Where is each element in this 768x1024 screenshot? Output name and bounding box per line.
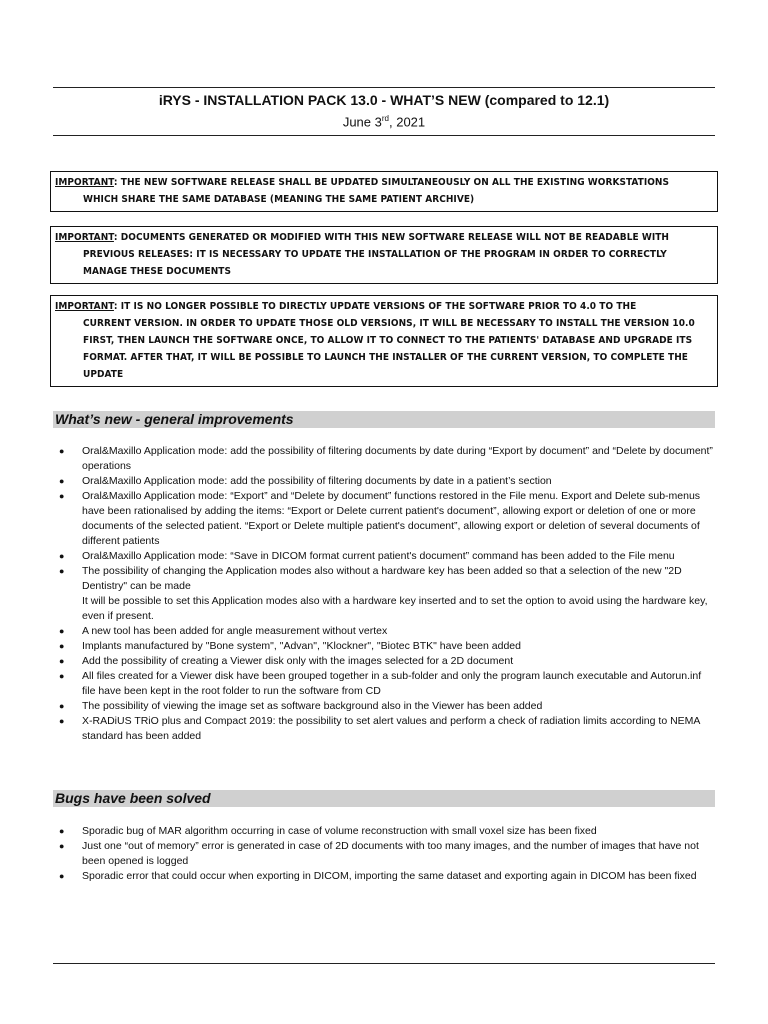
footer-rule — [53, 963, 715, 964]
list-item-text: Oral&Maxillo Application mode: add the possibility of filtering documents by date in a patient’s section — [82, 475, 552, 487]
bullet-icon: ● — [59, 871, 65, 881]
bullet-icon: ● — [59, 701, 65, 711]
bullet-icon: ● — [59, 476, 65, 486]
important-label: IMPORTANT — [55, 177, 114, 188]
top-rule — [53, 87, 715, 88]
list-item — [53, 714, 713, 744]
list-item-text: Sporadic error that could occur when exporting in DICOM, importing the same dataset and exporting again in DICOM has been fixed — [82, 870, 697, 882]
list-item — [53, 824, 713, 839]
section-heading-improvements: What’s new - general improvements — [53, 411, 715, 428]
bullet-icon: ● — [59, 446, 65, 456]
list-item — [53, 624, 713, 639]
list-item-text: Just one “out of memory” error is generated in case of 2D documents with too many images, and the number of images that have not been opened is logged — [82, 840, 699, 867]
list-item — [53, 549, 713, 564]
notice-continuation: CURRENT VERSION. IN ORDER TO UPDATE THOSE OLD VERSIONS, IT WILL BE NECESSARY TO INSTALL THE VERSION 10.0 FIRST, THEN LAUNCH THE SOFTWARE ONCE, TO ALLOW IT TO CONNECT TO THE PATIENTS' DATABASE AND UPGRADE ITS FORMAT. AFTER THAT, IT WILL BE POSSIBLE TO LAUNCH THE INSTALLER OF THE CURRENT VERSION, TO COMPLETE THE UPDATE — [83, 318, 695, 380]
bullet-icon: ● — [59, 841, 65, 851]
list-item-text: The possibility of viewing the image set as software background also in the Viewer has been added — [82, 700, 543, 712]
list-item-text: The possibility of changing the Application modes also without a hardware key has been added so that a selection of the new "2D Dentistry" can be made — [82, 565, 682, 592]
date-year: , 2021 — [389, 114, 426, 130]
list-item-continuation: It will be possible to set this Application modes also with a hardware key inserted and to set the option to avoid using the hardware key, even if present. — [82, 595, 708, 622]
date-text: June 3 — [342, 114, 382, 130]
notice-first-line: : DOCUMENTS GENERATED OR MODIFIED WITH THIS NEW SOFTWARE RELEASE WILL NOT BE READABLE WITH — [113, 232, 669, 243]
notice-first-line: : IT IS NO LONGER POSSIBLE TO DIRECTLY UPDATE VERSIONS OF THE SOFTWARE PRIOR TO 4.0 TO THE — [113, 301, 637, 312]
bullet-icon: ● — [59, 626, 65, 636]
list-item-text: Oral&Maxillo Application mode: “Export” and “Delete by document” functions restored in the File menu. Export and Delete sub-menus have been rationalised by adding the items: “Export or Delete current patient's document”, allowing export or deletion of one or more documents of the selected patient. “Export or Delete multiple patient's document”, allowing export or deletion of several documents of different patients — [82, 490, 701, 547]
list-item — [53, 869, 713, 884]
bullet-icon: ● — [59, 641, 65, 651]
important-notice-2 — [50, 226, 718, 284]
list-item-text: X-RADiUS TRiO plus and Compact 2019: the possibility to set alert values and perform a check of radiation limits according to NEMA standard has been added — [82, 715, 700, 742]
list-item — [53, 444, 713, 474]
date-ordinal: rd — [381, 114, 389, 123]
list-item-text: Add the possibility of creating a Viewer disk only with the images selected for a 2D document — [82, 655, 514, 667]
document-title: iRYS - INSTALLATION PACK 13.0 - WHAT’S NEW (compared to 12.1) — [158, 92, 610, 108]
list-item — [53, 489, 713, 549]
list-item-text: A new tool has been added for angle measurement without vertex — [82, 625, 388, 637]
notice-first-line: : THE NEW SOFTWARE RELEASE SHALL BE UPDATED SIMULTANEOUSLY ON ALL THE EXISTING WORKSTATIONS — [113, 177, 670, 188]
list-item — [53, 839, 713, 869]
bullet-icon: ● — [59, 716, 65, 726]
list-item — [53, 699, 713, 714]
list-item-text: Oral&Maxillo Application mode: “Save in DICOM format current patient's document” command has been added to the File menu — [82, 550, 675, 562]
list-item-text: Sporadic bug of MAR algorithm occurring in case of volume reconstruction with small voxel size has been fixed — [82, 825, 597, 837]
important-notice-1 — [50, 171, 718, 212]
list-item — [53, 474, 713, 489]
list-item — [53, 654, 713, 669]
bugs-list — [53, 824, 713, 884]
section-heading-bugs: Bugs have been solved — [53, 790, 715, 807]
important-label: IMPORTANT — [55, 232, 114, 243]
title-rule — [53, 135, 715, 136]
list-item — [53, 639, 713, 654]
document-date — [53, 114, 715, 129]
list-item — [53, 564, 713, 624]
bullet-icon: ● — [59, 551, 65, 561]
notice-continuation: WHICH SHARE THE SAME DATABASE (MEANING THE SAME PATIENT ARCHIVE) — [83, 194, 475, 205]
bullet-icon: ● — [59, 566, 65, 576]
important-label: IMPORTANT — [55, 301, 114, 312]
list-item-text: All files created for a Viewer disk have been grouped together in a sub-folder and only the program launch executable and Autorun.inf file have been kept in the root folder to run the software from CD — [82, 670, 702, 697]
list-item-text: Implants manufactured by "Bone system", "Advan", "Klockner", "Biotec BTK" have been added — [82, 640, 521, 652]
list-item-text: Oral&Maxillo Application mode: add the possibility of filtering documents by date during “Export by document” and “Delete by document” operations — [82, 445, 713, 472]
bullet-icon: ● — [59, 826, 65, 836]
list-item — [53, 669, 713, 699]
improvements-list — [53, 444, 713, 744]
important-notice-3 — [50, 295, 718, 387]
bullet-icon: ● — [59, 491, 65, 501]
bullet-icon: ● — [59, 671, 65, 681]
bullet-icon: ● — [59, 656, 65, 666]
notice-continuation: PREVIOUS RELEASES: IT IS NECESSARY TO UPDATE THE INSTALLATION OF THE PROGRAM IN ORDER TO CORRECTLY MANAGE THESE DOCUMENTS — [83, 249, 667, 277]
